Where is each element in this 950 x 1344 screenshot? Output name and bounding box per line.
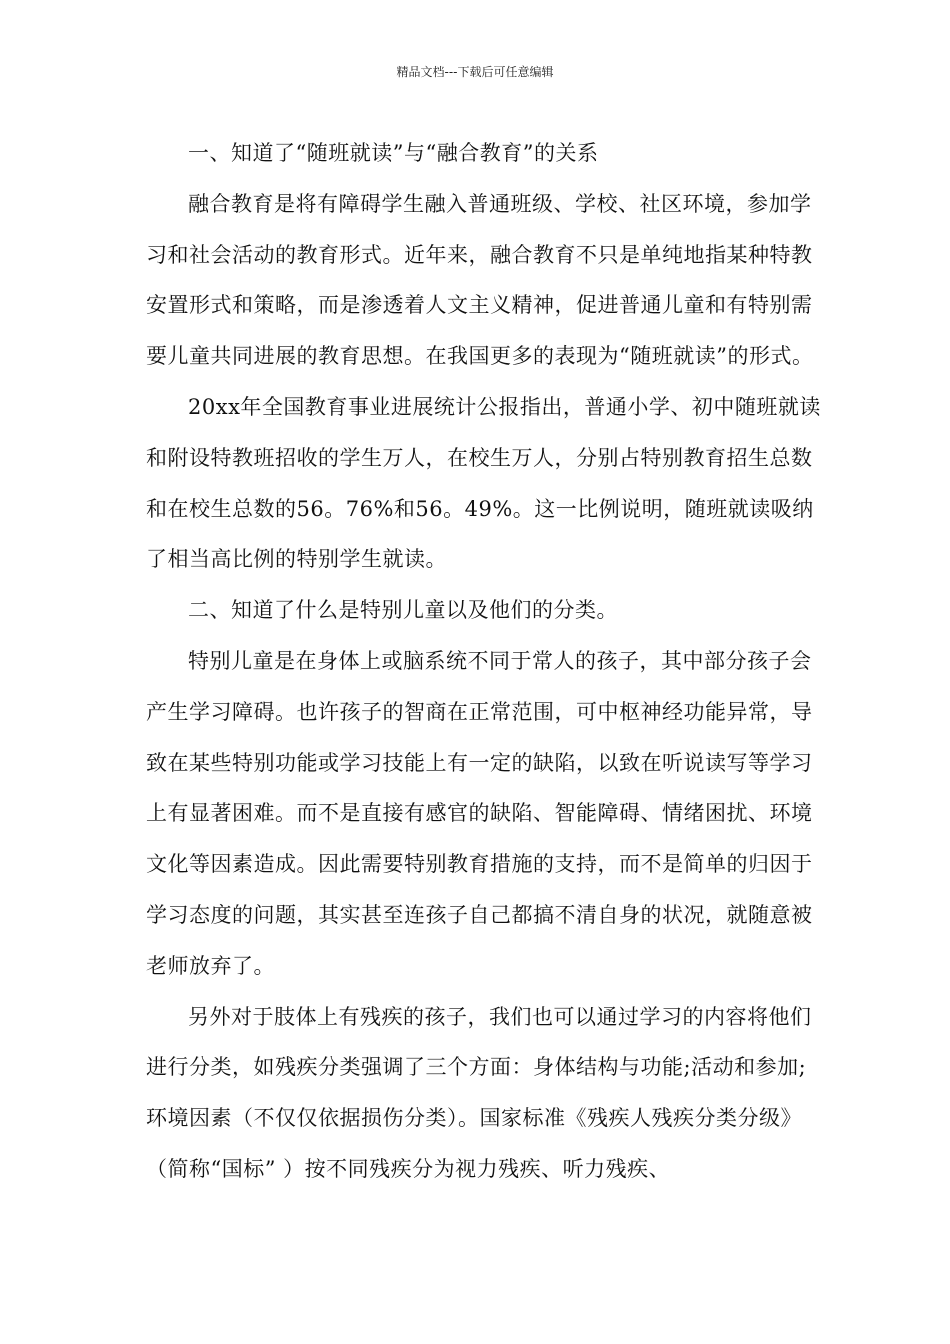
document-body bbox=[146, 128, 824, 1195]
paragraph-statistics: 20xx年全国教育事业进展统计公报指出，普通小学、初中随班就读和附设特教班招收的学生万人，在校生万人，分别占特别教育招生总数和在校生总数的56。76%和56。49%。这一比例说明，随班就读吸纳了相当高比例的特别学生就读。 bbox=[146, 394, 821, 572]
section-heading-2: 二、知道了什么是特别儿童以及他们的分类。 bbox=[188, 598, 618, 623]
section-heading-1: 一、知道了“随班就读”与“融合教育”的关系 bbox=[188, 141, 599, 165]
paragraph-special-children: 特别儿童是在身体上或脑系统不同于常人的孩子，其中部分孩子会产生学习障碍。也许孩子的智商在正常范围，可中枢神经功能异常，导致在某些特别功能或学习技能上有一定的缺陷，以致在听说读写等学习上有显著困难。而不是直接有感官的缺陷、智能障碍、情绪困扰、环境文化等因素造成。因此需要特别教育措施的支持，而不是简单的归因于学习态度的问题，其实甚至连孩子自己都搞不清自身的状况，就随意被老师放弃了。 bbox=[146, 648, 813, 978]
paragraph-inclusive-education: 融合教育是将有障碍学生融入普通班级、学校、社区环境，参加学习和社会活动的教育形式。近年来，融合教育不只是单纯地指某种特教安置形式和策略，而是渗透着人文主义精神，促进普通儿童和有特别需要儿童共同进展的教育思想。在我国更多的表现为“随班就读”的形式。 bbox=[146, 191, 814, 369]
page-header: 精品文档---下载后可任意编辑 bbox=[396, 65, 554, 79]
paragraph-disability-classification: 另外对于肢体上有残疾的孩子，我们也可以通过学习的内容将他们进行分类，如残疾分类强调了三个方面：身体结构与功能;活动和参加;环境因素（不仅仅依据损伤分类）。国家标准《残疾人残疾分类分级》（简称“国标” ）按不同残疾分为视力残疾、听力残疾、 bbox=[146, 1004, 812, 1181]
